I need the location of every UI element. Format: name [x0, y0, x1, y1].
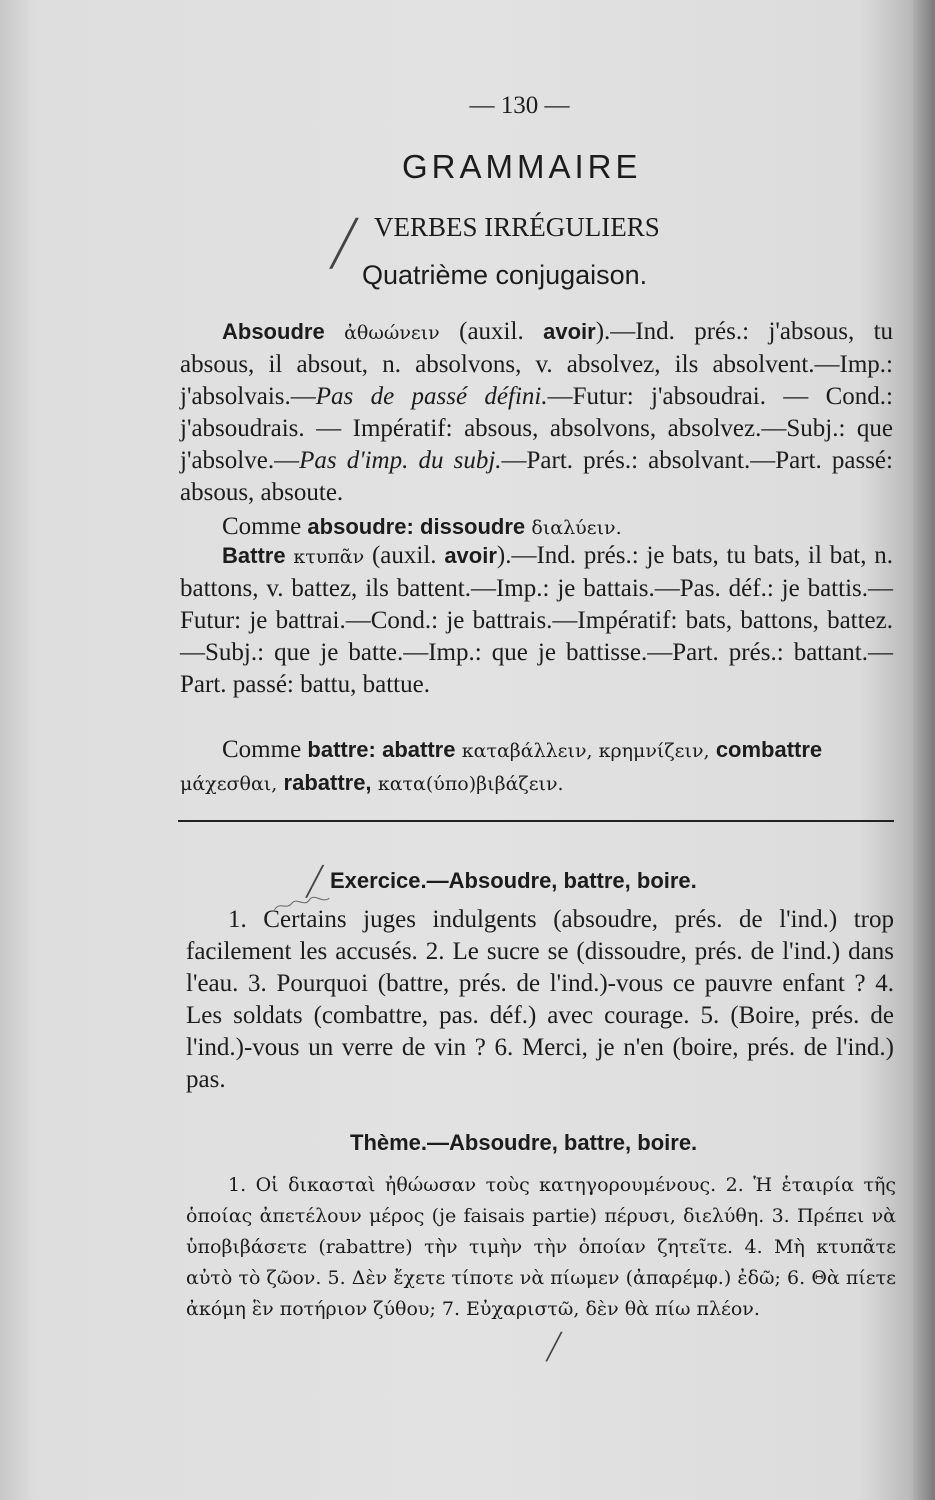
- text: Comme: [222, 736, 302, 763]
- divider: [178, 820, 894, 822]
- exercise-title: Exercice.—Absoudre, battre, boire.: [330, 868, 697, 893]
- text: (auxil.: [371, 542, 437, 569]
- aux-avoir: avoir: [543, 319, 596, 344]
- greek-text: μάχεσθαι,: [180, 773, 278, 795]
- battre-comme: [180, 734, 893, 800]
- text: (auxil.: [459, 318, 524, 345]
- text: ).—Ind. prés.: je bats, tu bats, il bat, n. battons, v. battez, ils battent.—Imp.: je battais.—Pas. déf.: je battis.—Futur: je battrai.—Cond.: je battrais.—Impératif: bats, battons, battez.—Subj.: que je batte.—Imp.: que je battisse.—Part. prés.: battant.—Part. passé: battu, battue.: [180, 542, 894, 698]
- greek-text: κατα(ύπο)βιβάζειν.: [377, 773, 564, 795]
- text: ).—Ind. prés.: j'absous, tu absous, il absout, n. absolvons, v. absolvez, ils absolvent.—Imp.: j'absolvais.—: [180, 318, 894, 410]
- theme-title: Thème.—Absoudre, battre, boire.: [350, 1130, 698, 1155]
- comme-word: absoudre:: [307, 514, 414, 539]
- section-title: Quatrième conjugaison.: [362, 260, 648, 290]
- theme-text: 1. Οἱ δικασταὶ ἠθώωσαν τοὺς κατηγορουμένους. 2. Ἡ ἑταιρία τῆς ὁποίας ἀπετέλουν μέρος (je faisais partie) πέρυσι, διελύθη. 3. Πρέπει νὰ ὑποβιβάσετε (rabattre) τὴν τιμὴν τὴν ὁποίαν ζητεῖτε. 4. Μὴ κτυπᾶτε αὐτὸ τὸ ζῶον. 5. Δὲν ἔχετε τίποτε νὰ πίωμεν (ἀπαρέμφ.) ἐδῶ; 6. Θὰ πίετε ἀκόμη ἓν ποτήριον ζύθου; 7. Εὐχαριστῶ, δὲν θὰ πίω πλέον.: [186, 1174, 896, 1320]
- page-edge: [913, 0, 935, 1500]
- aux-avoir: avoir: [444, 543, 497, 568]
- checkmark-icon: /: [303, 858, 327, 904]
- exercise-text: 1. Certains juges indulgents (absoudre, prés. de l'ind.) trop facilement les accusés. 2. Le sucre se (dissoudre, prés. de l'ind.) dans l'eau. 3. Pourquoi (battre, prés. de l'ind.)-vous ce pauvre enfant ? 4. Les soldats (combattre, pas. déf.) avec courage. 5. (Boire, prés. de l'ind.)-vous un verre de vin ? 6. Merci, je n'en (boire, prés. de l'ind.) pas.: [186, 906, 894, 1093]
- verb-absoudre: Absoudre: [222, 319, 325, 344]
- greek-text: διαλύειν.: [531, 517, 622, 539]
- heading-grammaire: GRAMMAIRE: [402, 148, 642, 185]
- absoudre-paragraph: [180, 316, 893, 509]
- page-number: — 130 —: [469, 92, 570, 119]
- text: —Futur: j'absoudrai. — Cond.: j'absoudrais. — Impératif: absous, absolvons, absolvez.—Subj.: que j'absolve.—: [180, 383, 893, 474]
- comme-word: battre:: [307, 737, 376, 762]
- text: —Part. prés.: absolvant.—Part. passé: absous, absoute.: [180, 447, 893, 506]
- note-pas-defini: Pas de passé défini.: [315, 383, 548, 410]
- greek-absoudre: ἀθωώνειν: [344, 322, 440, 344]
- checkmark-icon: /: [326, 205, 363, 278]
- similar-verb: combattre: [715, 737, 823, 762]
- text: Comme: [222, 513, 302, 540]
- checkmark-icon: /: [543, 1326, 565, 1367]
- subheading-verbes: VERBES IRRÉGULIERS: [374, 212, 660, 242]
- similar-verb: abattre: [382, 737, 456, 762]
- note-pas-imp: Pas d'imp. du subj.: [299, 447, 502, 474]
- similar-verb: rabattre,: [283, 770, 372, 795]
- similar-verb: dissoudre: [420, 514, 526, 539]
- verb-battre: Battre: [222, 543, 286, 568]
- greek-battre: κτυπᾶν: [293, 546, 365, 568]
- battre-paragraph: [180, 540, 893, 701]
- greek-text: καταβάλλειν, κρημνίζειν,: [461, 740, 710, 762]
